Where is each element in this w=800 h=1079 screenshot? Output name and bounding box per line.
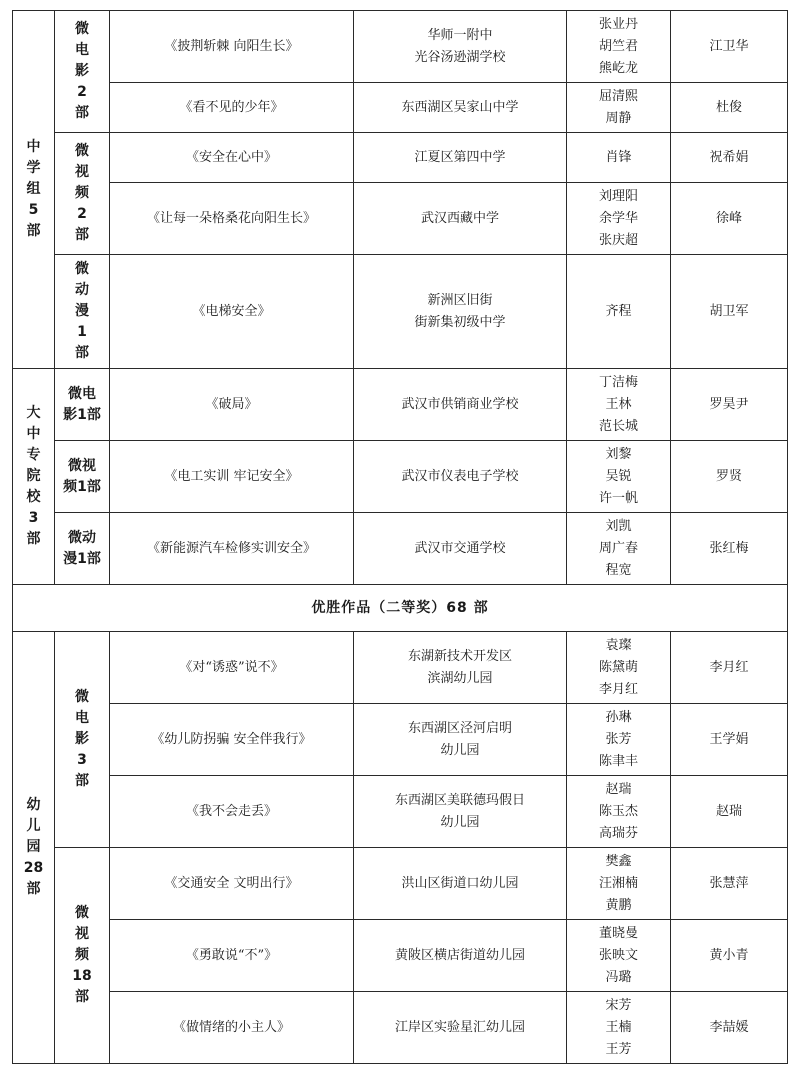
- teacher-cell: 张红梅: [671, 513, 788, 585]
- students-cell: 董晓曼 张映文 冯璐: [567, 920, 671, 992]
- teacher-cell: 李喆媛: [671, 992, 788, 1064]
- category-label: 微电 影1部: [55, 369, 110, 441]
- school-cell: 华师一附中 光谷汤逊湖学校: [354, 11, 567, 83]
- students-cell: 刘理阳 余学华 张庆超: [567, 183, 671, 255]
- school-cell: 武汉市供销商业学校: [354, 369, 567, 441]
- work-title: 《电工实训 牢记安全》: [110, 441, 354, 513]
- school-cell: 东湖新技术开发区 滨湖幼儿园: [354, 632, 567, 704]
- teacher-cell: 赵瑞: [671, 776, 788, 848]
- teacher-cell: 江卫华: [671, 11, 788, 83]
- work-title: 《让每一朵格桑花向阳生长》: [110, 183, 354, 255]
- students-cell: 樊鑫 汪湘楠 黄鹏: [567, 848, 671, 920]
- work-title: 《电梯安全》: [110, 255, 354, 369]
- teacher-cell: 张慧萍: [671, 848, 788, 920]
- table-row: [13, 848, 788, 920]
- category-label: 微 动 漫 1 部: [55, 255, 110, 369]
- school-cell: 江夏区第四中学: [354, 133, 567, 183]
- work-title: 《安全在心中》: [110, 133, 354, 183]
- school-cell: 武汉西藏中学: [354, 183, 567, 255]
- section-header-row: [13, 585, 788, 632]
- students-cell: 袁璨 陈黛萌 李月红: [567, 632, 671, 704]
- table-row: [13, 632, 788, 704]
- school-cell: 东西湖区吴家山中学: [354, 83, 567, 133]
- work-title: 《做情绪的小主人》: [110, 992, 354, 1064]
- teacher-cell: 罗贤: [671, 441, 788, 513]
- work-title: 《看不见的少年》: [110, 83, 354, 133]
- students-cell: 刘凯 周广春 程宽: [567, 513, 671, 585]
- work-title: 《幼儿防拐骗 安全伴我行》: [110, 704, 354, 776]
- award-table: [12, 10, 788, 1064]
- school-cell: 武汉市交通学校: [354, 513, 567, 585]
- school-cell: 洪山区街道口幼儿园: [354, 848, 567, 920]
- category-label: 微动 漫1部: [55, 513, 110, 585]
- table-row: [13, 776, 788, 848]
- students-cell: 孙琳 张芳 陈聿丰: [567, 704, 671, 776]
- students-cell: 刘黎 吴锐 许一帆: [567, 441, 671, 513]
- school-cell: 武汉市仪表电子学校: [354, 441, 567, 513]
- table-row: [13, 11, 788, 83]
- group-label: 中 学 组 5 部: [13, 11, 55, 369]
- work-title: 《勇敢说“不”》: [110, 920, 354, 992]
- table-row: [13, 704, 788, 776]
- work-title: 《破局》: [110, 369, 354, 441]
- work-title: 《新能源汽车检修实训安全》: [110, 513, 354, 585]
- school-cell: 东西湖区美联德玛假日 幼儿园: [354, 776, 567, 848]
- work-title: 《我不会走丢》: [110, 776, 354, 848]
- table-row: [13, 369, 788, 441]
- work-title: 《披荆斩棘 向阳生长》: [110, 11, 354, 83]
- group-label: 大 中 专 院 校 3 部: [13, 369, 55, 585]
- teacher-cell: 徐峰: [671, 183, 788, 255]
- work-title: 《对“诱惑”说不》: [110, 632, 354, 704]
- students-cell: 丁洁梅 王林 范长城: [567, 369, 671, 441]
- section-title: 优胜作品（二等奖）68 部: [13, 585, 788, 632]
- teacher-cell: 王学娟: [671, 704, 788, 776]
- category-label: 微 视 频 2 部: [55, 133, 110, 255]
- table-row: [13, 920, 788, 992]
- table-row: [13, 441, 788, 513]
- category-label: 微 电 影 2 部: [55, 11, 110, 133]
- category-label: 微 电 影 3 部: [55, 632, 110, 848]
- teacher-cell: 罗昊尹: [671, 369, 788, 441]
- teacher-cell: 李月红: [671, 632, 788, 704]
- group-label: 幼 儿 园 28 部: [13, 632, 55, 1064]
- work-title: 《交通安全 文明出行》: [110, 848, 354, 920]
- school-cell: 黄陂区横店街道幼儿园: [354, 920, 567, 992]
- category-label: 微视 频1部: [55, 441, 110, 513]
- teacher-cell: 胡卫军: [671, 255, 788, 369]
- students-cell: 肖锋: [567, 133, 671, 183]
- teacher-cell: 祝希娟: [671, 133, 788, 183]
- students-cell: 张业丹 胡竺君 熊屹龙: [567, 11, 671, 83]
- school-cell: 东西湖区泾河启明 幼儿园: [354, 704, 567, 776]
- table-row: [13, 183, 788, 255]
- school-cell: 新洲区旧街 街新集初级中学: [354, 255, 567, 369]
- category-label: 微 视 频 18 部: [55, 848, 110, 1064]
- table-row: [13, 255, 788, 369]
- students-cell: 赵瑞 陈玉杰 高瑞芬: [567, 776, 671, 848]
- table-row: [13, 83, 788, 133]
- table-row: [13, 992, 788, 1064]
- table-row: [13, 513, 788, 585]
- students-cell: 宋芳 王楠 王芳: [567, 992, 671, 1064]
- students-cell: 屈清熙 周静: [567, 83, 671, 133]
- school-cell: 江岸区实验星汇幼儿园: [354, 992, 567, 1064]
- students-cell: 齐程: [567, 255, 671, 369]
- teacher-cell: 杜俊: [671, 83, 788, 133]
- table-row: [13, 133, 788, 183]
- teacher-cell: 黄小青: [671, 920, 788, 992]
